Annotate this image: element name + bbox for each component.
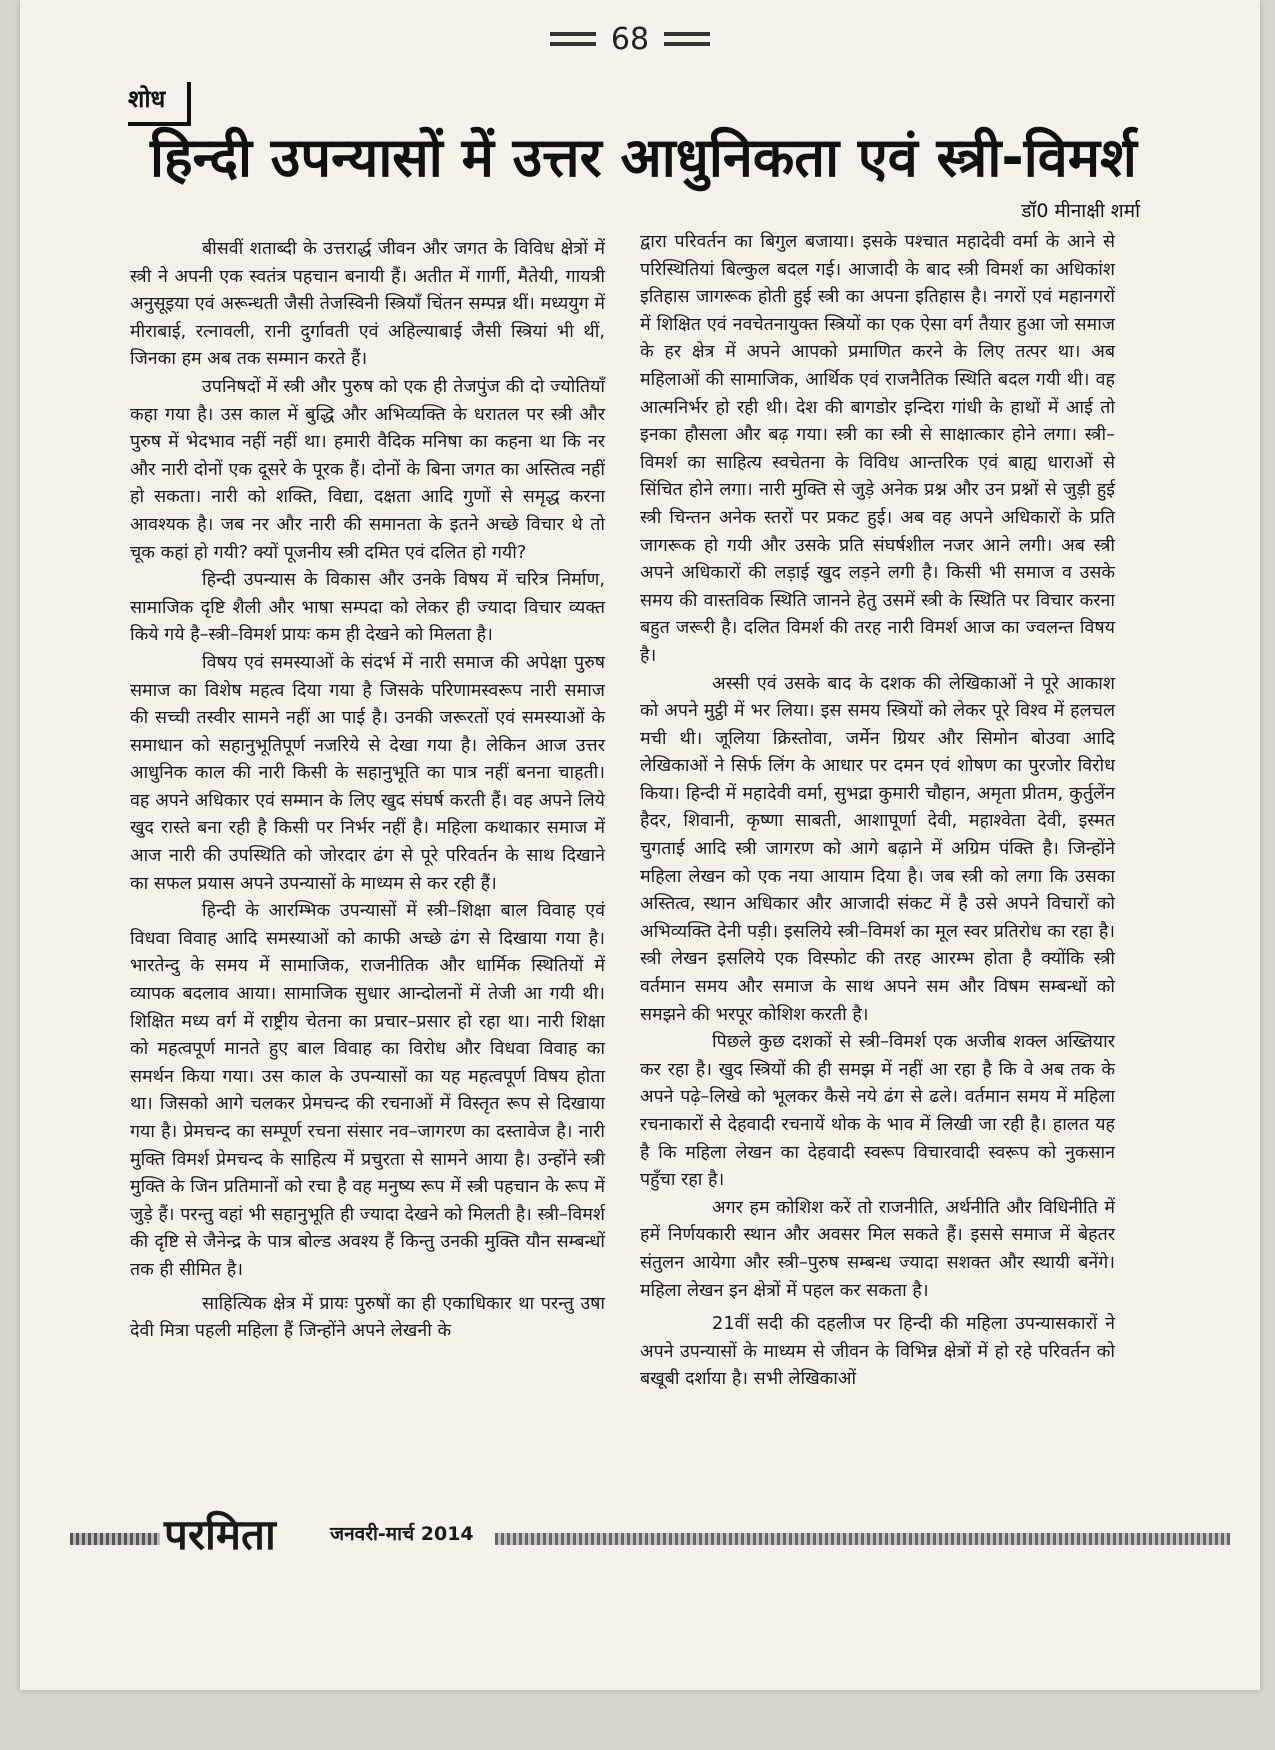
- paragraph: 21वीं सदी की दहलीज पर हिन्दी की महिला उपन्यासकारों ने अपने उपन्यासों के माध्यम से जीवन के विभिन्न क्षेत्रों में हो रहे परिवर्तन को बखूबी दर्शाया है। सभी लेखिकाओं: [640, 1313, 1115, 1390]
- section-label: शोध: [128, 82, 191, 126]
- paragraph: द्वारा परिवर्तन का बिगुल बजाया। इसके पश्चात महादेवी वर्मा के आने से परिस्थितियां बिल्कुल बदल गई। आजादी के बाद स्त्री विमर्श का अधिकांश इतिहास जागरूक होती हुई स्त्री का अपना इतिहास है। नगरों एवं महानगरों में शिक्षित एवं नवचेतनायुक्त स्त्रियों का एक ऐसा वर्ग तैयार हुआ जो समाज के हर क्षेत्र में अपने आपको प्रमाणित करने के लिए तत्पर था। अब महिलाओं की सामाजिक, आर्थिक एवं राजनैतिक स्थिति बदल गयी थी। वह आत्मनिर्भर हो रही थी। देश की बागडोर इन्दिरा गांधी के हाथों में आई तो इनका हौसला और बढ़ गया। स्त्री का स्त्री से साक्षात्कार होने लगा। स्त्री–विमर्श का साहित्य स्वचेतना के विविध आन्तरिक एवं बाह्य धाराओं से सिंचित होने लगा। नारी मुक्ति से जुड़े अनेक प्रश्न और उन प्रश्नों से जुड़ी हुई स्त्री चिन्तन अनेक स्तरों पर प्रकट हुई। अब वह अपने अधिकारों के प्रति जागरूक हो गयी और उसके प्रति संघर्षशील नजर आने लगी। अब स्त्री अपने अधिकारों की लड़ाई खुद लड़ने लगी है। किसी भी समाज व उसके समय की वास्तविक स्थिति जानने हेतु उसमें स्त्री के स्थिति पर विचार करना बहुत जरूरी है। दलित विमर्श की तरह नारी विमर्श आज का ज्वलन्त विषय है।: [640, 231, 1115, 666]
- paragraph: विषय एवं समस्याओं के संदर्भ में नारी समाज की अपेक्षा पुरुष समाज का विशेष महत्व दिया गया है जिसके परिणामस्वरूप नारी समाज की सच्ची तस्वीर सामने नहीं आ पाई है। उनकी जरूरतों एवं समस्याओं के समाधान को सहानुभूतिपूर्ण नजरिये से देखा गया है। लेकिन आज उत्तर आधुनिक काल की नारी किसी के सहानुभूति का पात्र नहीं बनना चाहती। वह अपने अधिकार एवं सम्मान के लिए खुद संघर्ष करती हैं। वह अपने लिये खुद रास्ते बना रही है किसी पर निर्भर नहीं है। महिला कथाकार समाज में आज नारी की उपस्थिति को जोरदार ढंग से पूरे परिवर्तन के साथ दिखाने का सफल प्रयास अपने उपन्यासों के माध्यम से कर रही हैं।: [130, 651, 605, 894]
- paragraph: अगर हम कोशिश करें तो राजनीति, अर्थनीति और विधिनीति में हमें निर्णयकारी स्थान और अवसर मिल सकते हैं। इससे समाज में बेहतर संतुलन आयेगा और स्त्री–पुरुष सम्बन्ध ज्यादा सशक्त और स्थायी बनेंगे। महिला लेखन इन क्षेत्रों में पहल कर सकता है।: [640, 1196, 1115, 1301]
- paragraph: बीसवीं शताब्दी के उत्तरार्द्ध जीवन और जगत के विविध क्षेत्रों में स्त्री ने अपनी एक स्वतंत्र पहचान बनायी हैं। अतीत में गार्गी, मैतेयी, गायत्री अनुसूइया एवं अरून्धती जैसी तेजस्विनी स्त्रियाँ चिंतन सम्पन्न थीं। मध्ययुग में मीराबाई, रत्नावली, रानी दुर्गावती एवं अहिल्याबाई जैसी स्त्रियां भी थीं, जिनका हम अब तक सम्मान करते हैं।: [130, 238, 605, 370]
- paragraph: हिन्दी के आरम्भिक उपन्यासों में स्त्री–शिक्षा बाल विवाह एवं विधवा विवाह आदि समस्याओं को काफी अच्छे ढंग से दिखाया गया है। भारतेन्दु के समय में सामाजिक, राजनीतिक और धार्मिक स्थितियों में व्यापक बदलाव आया। सामाजिक सुधार आन्दोलनों में तेजी आ गयी थी। शिक्षित मध्य वर्ग में राष्ट्रीय चेतना का प्रचार–प्रसार हो रहा था। नारी शिक्षा को महत्वपूर्ण मानते हुए बाल विवाह का विरोध और विधवा विवाह का समर्थन किया गया। उस काल के उपन्यासों का यह महत्वपूर्ण विषय होता था। जिसको आगे चलकर प्रेमचन्द की रचनाओं में विस्तृत रूप से दिखाया गया है। प्रेमचन्द का सम्पूर्ण रचना संसार नव–जागरण का दस्तावेज है। नारी मुक्ति विमर्श प्रेमचन्द के साहित्य में प्रचुरता से सामने आया है। उन्होंने स्त्री मुक्ति के जिन प्रतिमानों को रचा है वह मनुष्य रूप में स्त्री पहचान के रूप में जुड़े हैं। परन्तु वहां भी सहानुभूति ही ज्यादा देखने को मिलती है। स्त्री–विमर्श की दृष्टि से जैनेन्द्र के पात्र बोल्ड अवश्य हैं किन्तु उनकी मुक्ति यौन सम्बन्धों तक ही सीमित है।: [130, 900, 605, 1280]
- page-number-ornament-right: [664, 32, 710, 36]
- issue-date: जनवरी-मार्च 2014: [330, 1523, 474, 1545]
- footer-stripe-right: [495, 1533, 1230, 1545]
- left-column: [130, 235, 605, 1345]
- right-column: [640, 228, 1115, 1393]
- magazine-page: [20, 0, 1260, 1690]
- page-number: [550, 18, 710, 62]
- paragraph: उपनिषदों में स्त्री और पुरुष को एक ही तेजपुंज की दो ज्योतियाँ कहा गया है। उस काल में बुद्धि और अभिव्यक्ति के धरातल पर स्त्री और पुरुष में भेदभाव नहीं नहीं था। हमारी वैदिक मनिषा का कहना था कि नर और नारी दोनों एक दूसरे के पूरक हैं। दोनों के बिना जगत का अस्तित्व नहीं हो सकता। नारी को शक्ति, विद्या, दक्षता आदि गुणों से समृद्ध करना आवश्यक है। जब नर और नारी की समानता के इतने अच्छे विचार थे तो चूक कहां हो गयी? क्यों पूजनीय स्त्री दमित एवं दलित हो गयी?: [130, 375, 605, 563]
- page-number-ornament-right-2: [664, 42, 710, 46]
- paragraph: अस्सी एवं उसके बाद के दशक की लेखिकाओं ने पूरे आकाश को अपने मुट्ठी में भर लिया। इस समय स्त्रियों को लेकर पूरे विश्व में हलचल मची थी। जूलिया क्रिस्तोवा, जर्मेन ग्रियर और सिमोन बोउवा आदि लेखिकाओं ने सिर्फ लिंग के आधार पर दमन एवं शोषण का पुरजोर विरोध किया। हिन्दी में महादेवी वर्मा, सुभद्रा कुमारी चौहान, अमृता प्रीतम, कुर्तुलेंन हैदर, शिवानी, कृष्णा साबती, आशापूर्णा देवी, महाश्वेता देवी, इस्मत चुगताई आदि स्त्री जागरण को आगे बढ़ाने में अग्रिम पंक्ति है। जिन्होंने महिला लेखन को एक नया आयाम दिया है। जब स्त्री को लगा कि उसका अस्तित्व, स्थान अधिकार और आजादी संकट में है उसे अपने विचारों को अभिव्यक्ति देनी पड़ी। इसलिये स्त्री–विमर्श का मूल स्वर प्रतिरोध का रहा है। स्त्री लेखन इसलिये एक विस्फोट की तरह आरम्भ होता है क्योंकि स्त्री वर्तमान समय और समाज के साथ अपने सम और विषम सम्बन्धों को समझने की भरपूर कोशिश करती है।: [640, 672, 1115, 1025]
- paragraph: हिन्दी उपन्यास के विकास और उनके विषय में चरित्र निर्माण, सामाजिक दृष्टि शैली और भाषा सम्पदा को लेकर ही ज्यादा विचार व्यक्त किये गये है–स्त्री–विमर्श प्रायः कम ही देखने को मिलता है।: [130, 569, 605, 646]
- page-number-ornament-left: [550, 32, 596, 36]
- footer-stripe-left: [70, 1533, 160, 1545]
- paragraph: साहित्यिक क्षेत्र में प्रायः पुरुषों का ही एकाधिकार था परन्तु उषा देवी मित्रा पहली महिला हैं जिन्होंने अपने लेखनी के: [130, 1292, 605, 1342]
- page-number-value: 68: [610, 22, 650, 57]
- article-author: डॉ0 मीनाक्षी शर्मा: [1021, 200, 1140, 222]
- page-footer: [70, 1505, 1230, 1565]
- page-number-ornament-left-2: [550, 42, 596, 46]
- article-title: हिन्दी उपन्यासों में उत्तर आधुनिकता एवं स्त्री-विमर्श: [150, 126, 1137, 189]
- magazine-name: परमिता: [164, 1510, 276, 1559]
- paragraph: पिछले कुछ दशकों से स्त्री–विमर्श एक अजीब शक्ल अख्तियार कर रहा है। खुद स्त्रियों की ही समझ में नहीं आ रहा है कि वे अब तक के अपने पढ़े–लिखे को भूलकर कैसे नये ढंग से ढले। वर्तमान समय में महिला रचनाकारों से देहवादी रचनायें थोक के भाव में लिखी जा रही है। हालत यह है कि महिला लेखन का देहवादी स्वरूप विचारवादी स्वरूप को नुकसान पहुँचा रहा है।: [640, 1031, 1115, 1191]
